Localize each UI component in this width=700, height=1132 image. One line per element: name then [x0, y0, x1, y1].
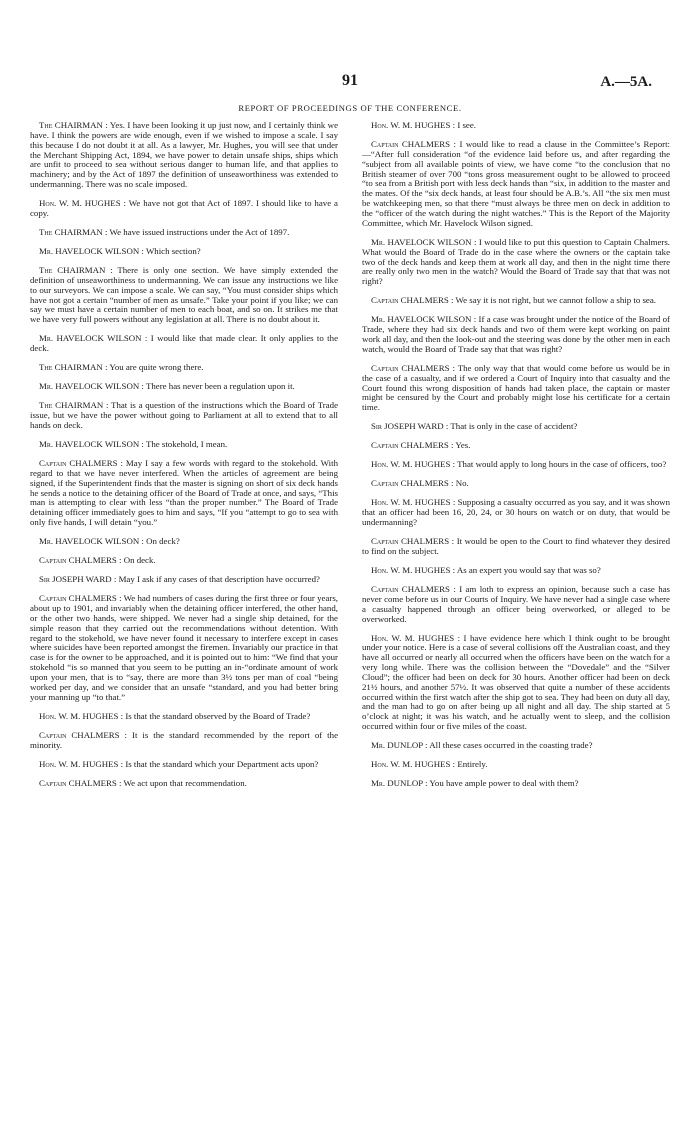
- speaker-name: Mr. HAVELOCK WILSON :: [371, 236, 477, 247]
- speech-text: Which section?: [145, 246, 201, 256]
- speech-paragraph: [30, 382, 338, 392]
- speech-text: I would like to put this question to Captain Chalmers. What would the Board of Trade do in the case where the owners or the captain take two of the deck hands and keep them at work all day, and then in the night time there are really only two men in the watch? Would the Board of Trade say that that was not right?: [362, 236, 671, 287]
- speaker-name: Hon. W. M. HUGHES :: [371, 497, 456, 508]
- speaker-name: Captain CHALMERS :: [39, 777, 122, 788]
- speaker-name: Captain CHALMERS :: [39, 593, 122, 604]
- speech-text: The stokehold, I mean.: [145, 438, 228, 449]
- speaker-name: Mr. DUNLOP :: [371, 778, 428, 789]
- text-columns: [30, 121, 670, 798]
- running-head: REPORT OF PROCEEDINGS OF THE CONFERENCE.: [238, 103, 462, 113]
- speech-paragraph: [362, 238, 670, 287]
- speech-text: I am loth to express an opinion, because such a case has never come before us in our Courts of Inquiry. We have never had a single case where a casualty happened through an officer being overworked, or alleged to be overworked.: [362, 583, 670, 624]
- speech-text: There is only one section. We have simply extended the definition of unseaworthiness to undermanning. We can issue any instructions we like to our surveyors. We can impose a scale. We can say, “You must consider ships which have not got a certain “number of men as unsafe.” Take your point if you like; we can say we must have a certain number of men to each boat, and so on. It strikes me that we have very full powers without any legislation at all. There is no doubt about it.: [30, 265, 338, 325]
- speech-paragraph: [30, 537, 338, 547]
- speech-paragraph: [30, 228, 338, 238]
- page-number: 91: [342, 72, 358, 89]
- speech-paragraph: [30, 712, 338, 722]
- speech-paragraph: [30, 459, 338, 528]
- speech-text: Entirely.: [457, 759, 488, 770]
- speech-paragraph: [362, 422, 670, 432]
- speech-text: Is that the standard observed by the Board of Trade?: [125, 710, 311, 721]
- speaker-name: Mr. HAVELOCK WILSON :: [371, 314, 477, 325]
- speaker-name: The CHAIRMAN :: [39, 362, 108, 373]
- speaker-name: Sir JOSEPH WARD :: [39, 574, 117, 585]
- speech-text: That is a question of the instructions which the Board of Trade issue, but we have the power without going to Parliament at all to extend that to all hands on deck.: [30, 400, 338, 430]
- speaker-name: Captain CHALMERS :: [371, 139, 456, 150]
- speech-paragraph: [362, 479, 670, 489]
- speech-text: I see.: [457, 120, 476, 130]
- speech-text: That would apply to long hours in the case of officers, too?: [457, 459, 667, 470]
- speaker-name: Hon. W. M. HUGHES :: [371, 632, 461, 643]
- speech-paragraph: [362, 566, 670, 576]
- speech-text: I would like that made clear. It only applies to the deck.: [30, 333, 338, 354]
- speaker-name: Mr. HAVELOCK WILSON :: [39, 246, 144, 256]
- speech-text: It is the standard recommended by the report of the minority.: [30, 729, 338, 750]
- speaker-name: The CHAIRMAN :: [39, 226, 108, 237]
- speech-paragraph: [362, 741, 670, 751]
- right-column: [362, 121, 670, 798]
- speaker-name: Mr. DUNLOP :: [371, 740, 428, 751]
- document-reference: A.—5A.: [600, 74, 652, 90]
- speaker-name: Hon. W. M. HUGHES :: [371, 564, 456, 575]
- speech-text: We had numbers of cases during the first three or four years, about up to 1901, and invariably when the detaining officer interfered, the other hand, or the other two hands, were shipped. We never had a single ship detained, for the simple reason that they carried out the recommendations without detention. With regard to the stokehold, we have never found it necessary to interfere except in cases where suicides have been reported amongst the firemen. Invariably our practice in that case is for the owner to be approached, and it is pointed out to him: “We find that your stokehold “is so manned that you seem to be putting an in-“ordinate amount of work upon your men, that is to “say, there are more than 3½ tons per man of coal “being worked per day, and we consider that an unsafe “standard, and you had better bring your manning up “to that.”: [30, 593, 338, 702]
- speech-paragraph: [362, 537, 670, 557]
- speech-paragraph: [362, 585, 670, 624]
- speech-text: We have issued instructions under the Act of 1897.: [109, 226, 290, 237]
- speech-text: All these cases occurred in the coasting trade?: [429, 740, 593, 751]
- speaker-name: Captain CHALMERS :: [371, 295, 454, 306]
- speech-paragraph: [30, 760, 338, 770]
- speech-text: It would be open to the Court to find whatever they desired to find on the subject.: [362, 536, 670, 556]
- speech-paragraph: [30, 199, 338, 219]
- speaker-name: Hon. W. M. HUGHES :: [39, 198, 127, 209]
- speech-text: You have ample power to deal with them?: [429, 778, 579, 789]
- speaker-name: Hon. W. M. HUGHES :: [371, 459, 456, 470]
- speaker-name: Captain CHALMERS :: [39, 555, 122, 566]
- speech-paragraph: [30, 363, 338, 373]
- speech-text: As an expert you would say that was so?: [456, 564, 601, 575]
- speech-text: Yes.: [455, 440, 471, 451]
- speech-paragraph: [30, 556, 338, 566]
- speech-text: No.: [455, 478, 469, 489]
- speech-paragraph: [30, 575, 338, 585]
- speech-text: May I ask if any cases of that description have occurred?: [118, 574, 320, 585]
- speech-paragraph: [30, 594, 338, 702]
- speech-paragraph: [362, 364, 670, 413]
- speaker-name: Captain CHALMERS :: [39, 729, 128, 740]
- speech-paragraph: [362, 779, 670, 789]
- speech-paragraph: [30, 334, 338, 354]
- speech-paragraph: [362, 441, 670, 451]
- speaker-name: Captain CHALMERS :: [371, 478, 454, 489]
- speech-text: That is only in the case of accident?: [450, 421, 578, 432]
- speech-text: I have evidence here which I think ought to be brought under your notice. Here is a case of several collisions off the Australian coast, and they have all occurred or nearly all occurred when the officers have been on the watch for a very long while. There was the collision between the “Dovedale” and the “Silver Cloud”; the officer had been on deck for 30 hours. Another officer had been on deck 21½ hours, and another 57½. It was observed that quite a number of these accidents occurred within the first watch after the ship got to sea. They had been on duty all day, and the man had to go on after being up all night and all day. The ship started at 5 o’clock at night; it was his watch, and he actually went to sleep, and the collision occurred within four or five miles of the coast.: [362, 632, 671, 732]
- speech-paragraph: [362, 121, 670, 131]
- speech-text: I would like to read a clause in the Committee’s Report:—“After full consideration “of the evidence laid before us, and after regarding the “subject from all available points of view, we have come “to the conclusion that no British steamer of over 700 “tons gross measurement ought to be allowed to proceed “to sea from a British port with less deck hands than “six, in addition to the master and the mates. Of the “six deck hands, at least four should be A.B.’s. All “the six men must be watchkeeping men, so that there “must always be three men on deck in addition to the “officer of the watch during the night watches.” This is the Report of the Majority Committee, which Mr. Havelock Wilson signed.: [362, 139, 671, 228]
- speaker-name: Hon. W. M. HUGHES :: [39, 758, 124, 769]
- speaker-name: Captain CHALMERS :: [39, 457, 123, 468]
- speech-text: Supposing a casualty occurred as you say, and it was shown that an officer had been 16, 20, 24, or 30 hours on watch or on duty, that would be undermanning?: [362, 497, 670, 528]
- speech-text: We say it is not right, but we cannot follow a ship to sea.: [455, 295, 656, 306]
- speech-paragraph: [30, 247, 338, 257]
- speech-text: You are quite wrong there.: [109, 362, 204, 373]
- speech-text: Is that the standard which your Department acts upon?: [125, 758, 319, 769]
- speech-text: We act upon that recommendation.: [123, 777, 247, 788]
- left-column: [30, 121, 338, 798]
- speech-text: The only way that that would come before us would be in the case of a casualty, and if we ordered a Court of Inquiry into that casualty and the Court found this wrong disposition of hands had taken place, the captain or master might be censured by the Court and probably might lose his certificate for a certain time.: [362, 362, 670, 413]
- speaker-name: Captain CHALMERS :: [371, 536, 455, 547]
- speech-text: There has never been a regulation upon it.: [145, 381, 295, 392]
- speaker-name: Captain CHALMERS :: [371, 583, 456, 594]
- speaker-name: Captain CHALMERS :: [371, 362, 455, 373]
- speaker-name: Mr. HAVELOCK WILSON :: [39, 536, 144, 547]
- speech-paragraph: [30, 401, 338, 431]
- speech-paragraph: [30, 779, 338, 789]
- speech-paragraph: [362, 140, 670, 229]
- speaker-name: Hon. W. M. HUGHES :: [371, 120, 456, 130]
- speaker-name: Mr. HAVELOCK WILSON :: [39, 333, 148, 344]
- speech-paragraph: [362, 760, 670, 770]
- speaker-name: Mr. HAVELOCK WILSON :: [39, 438, 144, 449]
- speaker-name: Sir JOSEPH WARD :: [371, 421, 449, 432]
- speaker-name: Hon. W. M. HUGHES :: [371, 759, 456, 770]
- speech-paragraph: [30, 440, 338, 450]
- speaker-name: Mr. HAVELOCK WILSON :: [39, 381, 144, 392]
- speech-paragraph: [362, 634, 670, 732]
- speech-paragraph: [362, 315, 670, 354]
- speech-text: May I say a few words with regard to the stokehold. With regard to that we have never interfered. When the articles of agreement are being signed, if the Superintendent finds that the master is signing on short of six deck hands he sends a notice to the detaining officer of the Board of Trade at once, and says, “This man is attempting to clear with less “than the proper number.” The Board of Trade detaining officer immediately goes to him and says, “If you “attempt to go to sea with only five hands, I will detain “you.”: [30, 457, 338, 528]
- speech-paragraph: [30, 266, 338, 325]
- speaker-name: The CHAIRMAN :: [39, 265, 113, 276]
- speech-text: On deck.: [123, 555, 156, 566]
- speaker-name: Hon. W. M. HUGHES :: [39, 710, 124, 721]
- speech-paragraph: [362, 460, 670, 470]
- speech-paragraph: [362, 498, 670, 528]
- speech-text: On deck?: [146, 536, 180, 547]
- speech-paragraph: [30, 731, 338, 751]
- speech-paragraph: [30, 121, 338, 190]
- speaker-name: The CHAIRMAN :: [39, 120, 108, 130]
- speech-text: If a case was brought under the notice of the Board of Trade, where they had six deck hands and two of them were kept working on paint work all day, and then the look-out and the steering was done by the other men in each watch, would the Board of Trade say that that was right?: [362, 314, 670, 354]
- speech-paragraph: [362, 296, 670, 306]
- speech-text: Yes. I have been looking it up just now, and I certainly think we have. I think the powers are wide enough, even if we wished to impose a scale. I say this because I do not doubt it at all. As a lawyer, Mr. Hughes, you will see that under the Merchant Shipping Act, 1894, we have power to detain unsafe ships, ships which are unfit to proceed to sea without serious danger to human life, and that applies to machinery; and by the Act of 1897 the definition of unseaworthiness was extended to undermanning. There was no scale imposed.: [30, 120, 338, 190]
- speaker-name: Captain CHALMERS :: [371, 440, 454, 451]
- speech-text: We have not got that Act of 1897. I should like to have a copy.: [30, 198, 338, 218]
- speaker-name: The CHAIRMAN :: [39, 400, 109, 411]
